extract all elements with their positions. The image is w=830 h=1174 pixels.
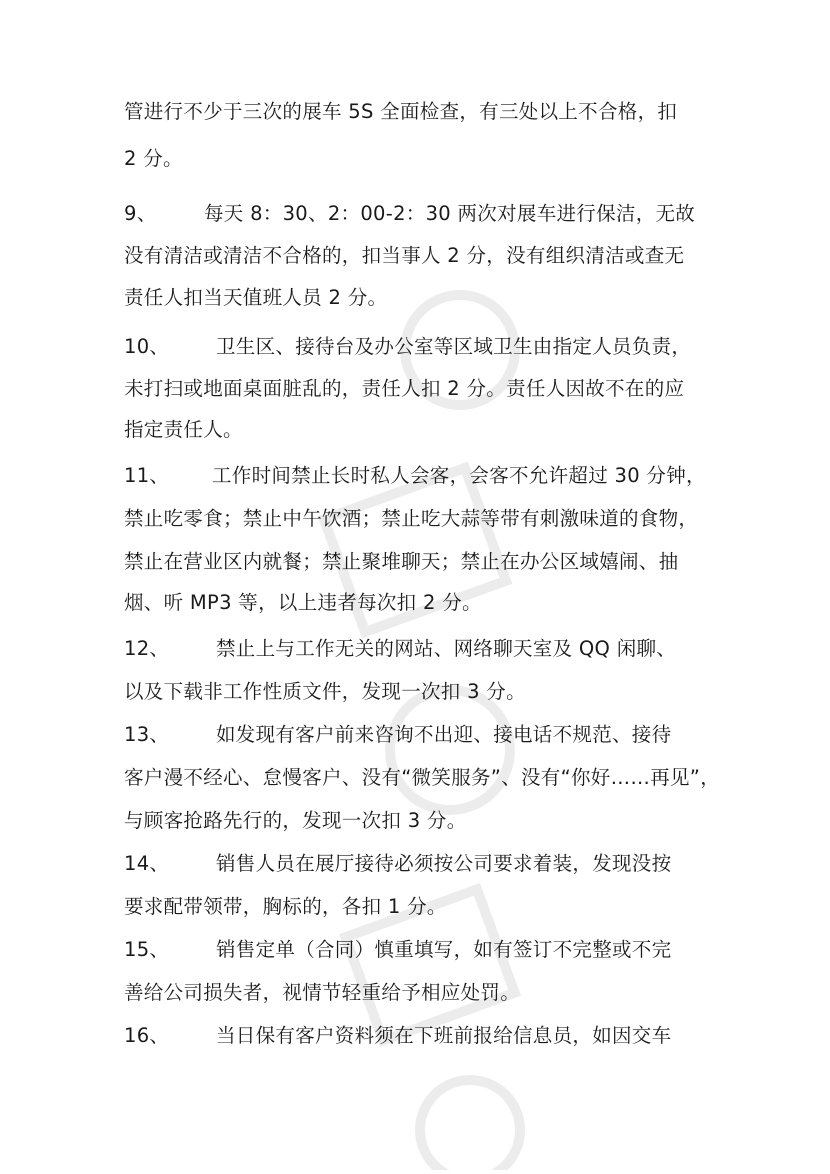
text-line: 没有清洁或清洁不合格的，扣当事人 2 分，没有组织清洁或查无 [124, 244, 685, 267]
item-number: 16、 [124, 1024, 170, 1047]
text-line: 如发现有客户前来咨询不出迎、接电话不规范、接待 [216, 723, 672, 746]
text-line: 2 分。 [124, 147, 183, 170]
item-number: 9、 [124, 202, 157, 225]
item-number: 14、 [124, 852, 170, 875]
item-number: 11、 [124, 464, 170, 487]
text-line: 管进行不少于三次的展车 5S 全面检查，有三处以上不合格，扣 [124, 100, 678, 123]
text-line: 烟、听 MP3 等，以上违者每次扣 2 分。 [124, 591, 482, 614]
text-line: 客户漫不经心、怠慢客户、没有“微笑服务”、没有“你好……再见”， [124, 766, 721, 789]
text-line: 工作时间禁止长时私人会客，会客不允许超过 30 分钟， [212, 464, 706, 487]
text-line: 每天 8：30、2：00-2：30 两次对展车进行保洁，无故 [204, 202, 696, 225]
item-number: 13、 [124, 723, 170, 746]
text-line: 销售定单（合同）慎重填写，如有签订不完整或不完 [216, 938, 672, 961]
text-line: 责任人扣当天值班人员 2 分。 [124, 286, 388, 309]
text-line: 禁止上与工作无关的网站、网络聊天室及 QQ 闲聊、 [216, 637, 677, 660]
item-number: 12、 [124, 637, 170, 660]
text-line: 禁止吃零食；禁止中午饮酒；禁止吃大蒜等带有刺激味道的食物， [124, 507, 699, 530]
text-line: 与顾客抢路先行的，发现一次扣 3 分。 [124, 809, 467, 832]
text-line: 指定责任人。 [124, 418, 243, 441]
text-line: 卫生区、接待台及办公室等区域卫生由指定人员负责， [216, 335, 692, 358]
item-number: 15、 [124, 938, 170, 961]
text-line: 未打扫或地面桌面脏乱的，责任人扣 2 分。责任人因故不在的应 [124, 377, 685, 400]
text-line: 禁止在营业区内就餐；禁止聚堆聊天；禁止在办公区域嬉闹、抽 [124, 550, 679, 573]
text-line: 当日保有客户资料须在下班前报给信息员，如因交车 [216, 1024, 672, 1047]
text-line: 以及下载非工作性质文件，发现一次扣 3 分。 [124, 680, 526, 703]
item-number: 10、 [124, 335, 170, 358]
text-line: 销售人员在展厅接待必须按公司要求着装，发现没按 [216, 852, 672, 875]
text-line: 要求配带领带，胸标的，各扣 1 分。 [124, 895, 447, 918]
text-line: 善给公司损失者，视情节轻重给予相应处罚。 [124, 981, 521, 1004]
